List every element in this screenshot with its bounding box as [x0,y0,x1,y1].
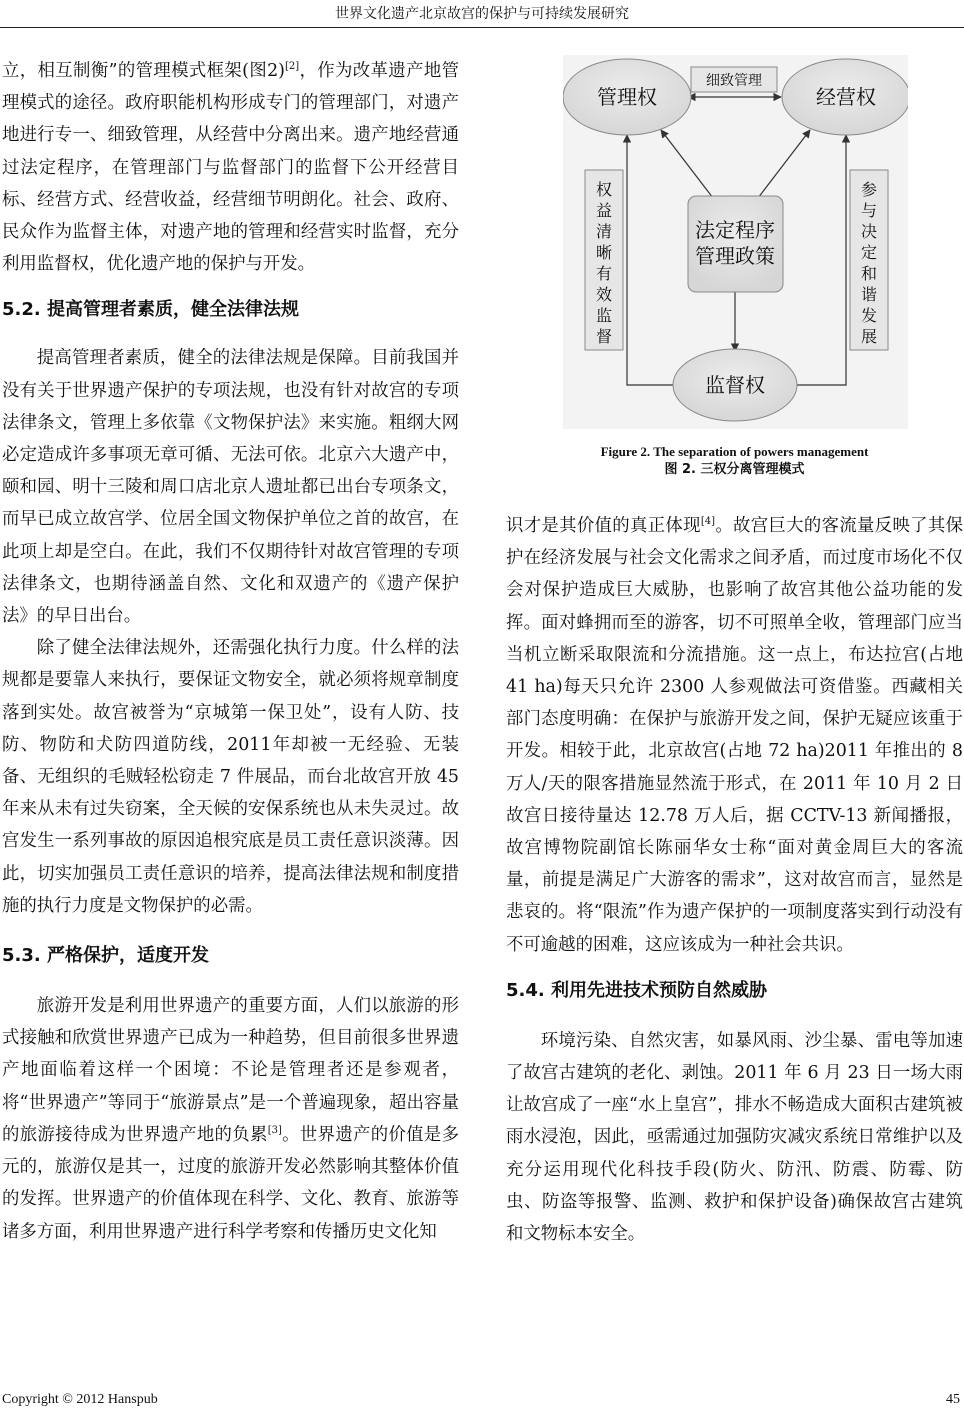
running-head: 世界文化遗产北京故宫的保护与可持续发展研究 [335,6,629,22]
paragraph: 识才是其价值的真正体现[4]。故宫巨大的客流量反映了其保护在经济发展与社会文化需求之间矛盾，而过度市场化不仅会对保护造成巨大威胁，也影响了故宫其他公益功能的发挥。面对蜂拥而至的游客，切不可照单全收，管理部门应当当机立断采取限流和分流措施。这一点上，布达拉宫(占地 41 ha)每天只允许 2300 人参观做法可资借鉴。西藏相关部门态度明确：在保护与旅游开发之间，保护无疑应该重于开发。相较于此，北京故宫(占地 72 ha)2011 年推出的 8 万人/天的限客措施显然流于形式，在 2011 年 10 月 2 日故宫日接待量达 12.78 万人后，据 CCTV-13 新闻播报，故宫博物院副馆长陈丽华女士称“面对黄金周巨大的客流量，前提是满足广大游客的需求”，这对故宫而言，显然是悲哀的。将“限流”作为遗产保护的一项制度落实到行动没有不可逾越的困难，这应该成为一种社会共识。 [506,516,963,955]
section-heading-5-4: 5.4. 利用先进技术预防自然威胁 [506,979,767,1001]
header-rule [0,27,964,28]
figure-caption-en: Figure 2. The separation of powers management [600,444,869,459]
footer-page-number: 45 [946,1392,960,1407]
citation[interactable]: [4] [700,516,716,528]
node-management-label: 管理权 [597,85,657,109]
vertical-label-char: 晰 [595,243,613,262]
paragraph: 除了健全法律法规外，还需强化执行力度。什么样的法规都是要靠人来执行，要保证文物安全，就必须将规章制度落到实处。故宫被誉为“京城第一保卫处”，设有人防、技防、物防和犬防四道防线，2011年却被一无经验、无装备、无组织的毛贼轻松窃走 7 件展品，而台北故宫开放 45 年来从未有过失窃案，全天候的安保系统也从未失灵过。故宫发生一系列事故的原因追根究底是员工责任意识淡薄。因此，切实加强员工责任意识的培养，提高法律法规和制度措施的执行力度是文物保护的必需。 [2,638,459,916]
vertical-label-char: 清 [595,222,613,241]
node-supervision-label: 监督权 [705,373,765,397]
vertical-label-char: 督 [595,327,613,346]
footer-copyright: Copyright © 2012 Hanspub [2,1392,158,1407]
right-column [506,510,963,1250]
arrow-center-to-management [661,130,713,198]
paragraph: 提高管理者素质，健全的法律法规是保障。目前我国并没有关于世界遗产保护的专项法规，也没有针对故宫的专项法律条文，管理上多依靠《文物保护法》来实施。粗纲大网必定造成许多事项无章可循、无法可依。北京六大遗产中，颐和园、明十三陵和周口店北京人遗址都已出台专项条文，而早已成立故宫学、位居全国文物保护单位之首的故宫，在此项上却是空白。在此，我们不仅期待针对故宫管理的专项法律条文，也期待涵盖自然、文化和双遗产的《遗产保护法》的早日出台。 [2,348,459,627]
citation[interactable]: [2] [284,61,300,73]
paragraph: 旅游开发是利用世界遗产的重要方面，人们以旅游的形式接触和欣赏世界遗产已成为一种趋势，但目前很多世界遗产地面临着这样一个困境：不论是管理者还是参观者，将“世界遗产”等同于“旅游景点”是一个普遍现象，超出容量的旅游接待成为世界遗产地的负累[3]。世界遗产的价值是多元的，旅游仅是其一，过度的旅游开发必然影响其整体价值的发挥。世界遗产的价值体现在科学、文化、教育、旅游等诸多方面，利用世界遗产进行科学考察和传播历史文化知 [2,996,459,1242]
center-label-line1: 法定程序 [695,218,775,242]
figure-2-diagram [563,55,908,429]
citation[interactable]: [3] [267,1125,282,1137]
vertical-label-char: 谐 [860,285,878,304]
vertical-label-char: 与 [860,201,878,220]
left-column [2,55,459,1248]
paragraph: 环境污染、自然灾害，如暴风雨、沙尘暴、雷电等加速了故宫古建筑的老化、剥蚀。2011 年 6 月 23 日一场大雨让故宫成了一座“水上皇宫”，排水不畅造成大面积古建筑被雨水浸泡，因此，亟需通过加强防灾减灾系统日常维护以及充分运用现代化科技手段(防火、防汛、防震、防霉、防虫、防盗等报警、监测、救护和保护设备)确保故宫古建筑和文物标本安全。 [506,1030,963,1245]
vertical-label-char: 定 [860,243,878,262]
vertical-label-char: 决 [860,222,878,241]
arrow-management-supervision [627,135,681,385]
node-operation-label: 经营权 [816,85,876,109]
vertical-label-char: 和 [860,264,878,283]
vertical-label-char: 参 [860,180,878,199]
figure-caption-zh: 图 2. 三权分离管理模式 [664,462,805,477]
center-label-line2: 管理政策 [695,244,775,268]
section-heading-5-2: 5.2. 提高管理者素质，健全法律法规 [2,299,299,321]
arrow-operation-supervision [789,135,846,385]
vertical-label-char: 有 [595,264,613,283]
top-arrow-label: 细致管理 [706,73,762,89]
vertical-label-char: 权 [595,180,613,199]
vertical-label-char: 监 [595,306,613,325]
vertical-label-char: 益 [595,201,613,220]
paragraph: 立，相互制衡”的管理模式框架(图2)[2]，作为改革遗产地管理模式的途径。政府职能机构形成专门的管理部门，对遗产地进行专一、细致管理，从经营中分离出来。遗产地经营通过法定程序，在管理部门与监督部门的监督下公开经营目标、经营方式、经营收益，经营细节明朗化。社会、政府、民众作为监督主体，对遗产地的管理和经营实时监督，充分利用监督权，优化遗产地的保护与开发。 [2,61,459,275]
arrow-center-to-operation [758,130,810,198]
vertical-label-char: 展 [860,327,878,346]
diagram-svg [563,55,908,429]
vertical-label-char: 效 [595,285,613,304]
vertical-label-char: 发 [860,306,878,325]
section-heading-5-3: 5.3. 严格保护，适度开发 [2,945,209,967]
